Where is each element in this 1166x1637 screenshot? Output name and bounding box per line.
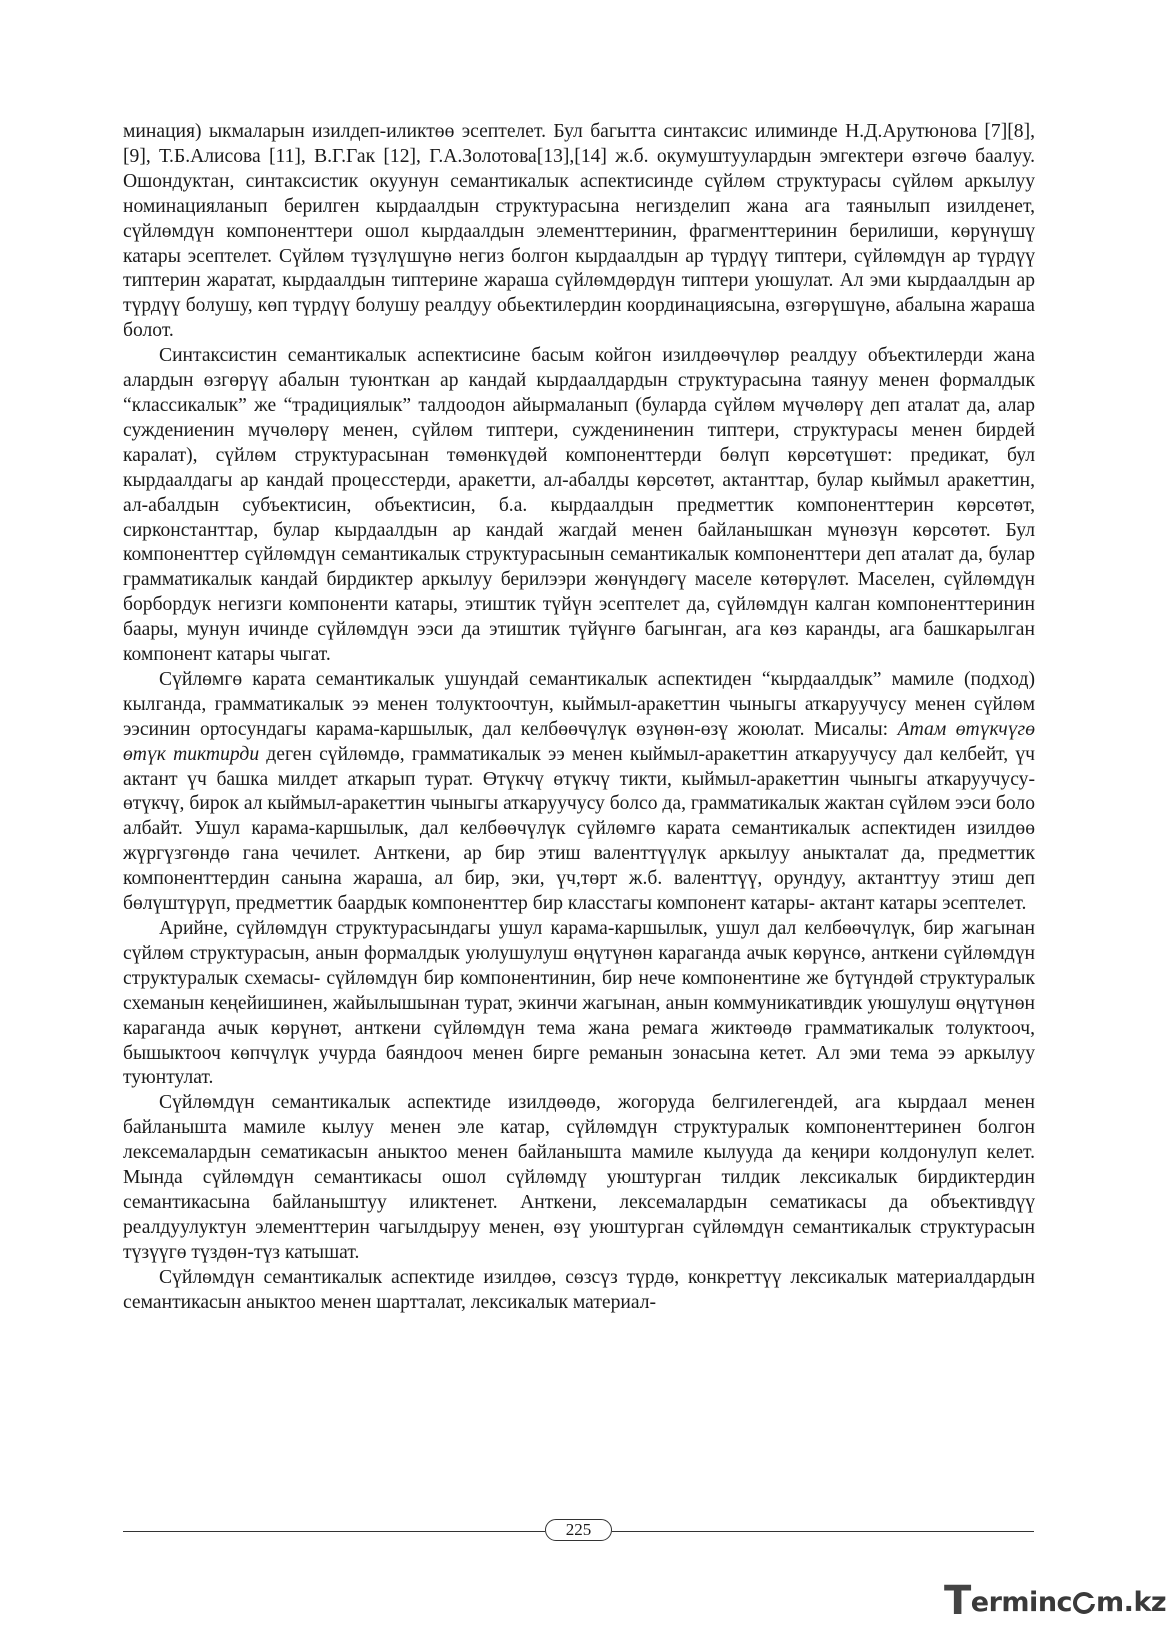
paragraph-6: Сүйлөмдүн семантикалык аспектиде изилдөө, сөзсүз түрдө, конкреттүү лексикалык материалдардын семантикасын аныктоо менен шартталат, лексикалык материал- [123, 1266, 1035, 1313]
paragraph-3: Сүйлөмгө карата семантикалык ушундай семантикалык аспектиден “кырдаалдык” мамиле (подход) кылганда, грамматикалык ээ менен толуктоочтун, кыймыл-аракеттин чыныгы аткаруучусу менен сүйлөм ээсинин ортосундагы карама-каршылык, дал келбөөчүлүк өзүнөн-өзү жоюлат. Мисалы: Атам өтүкчүгө өтүк тиктирди деген сүйлөмдө, грамматикалык ээ менен кыймыл-аракеттин аткаруучусу дал келбейт, үч актант үч башка милдет аткарып турат. Өтүкчү өтүкчү тикти, кыймыл-аракеттин чыныгы аткаруучусу- өтүкчү, бирок ал кыймыл-аракеттин чыныгы аткаруучусу болсо да, грамматикалык жактан сүйлөм ээси боло албайт. Ушул карама-каршылык, дал келбөөчүлүк сүйлөмгө карата семантикалык аспектиден изилдөө жүргүзгөндө гана чечилет. Анткени, ар бир этиш валенттүүлүк аркылуу аныкталат да, предметтик компоненттердин санына жараша, ал бир, эки, үч,төрт ж.б. валенттүү, орундуу, актанттуу этиш деп бөлүштүрүп, предметтик баардык компоненттер бир класстагы компонент катары- актант катары эсептелет. [123, 668, 1036, 915]
example-sentence: Атам өтүкчүгө өтүк тиктирди [123, 718, 1036, 765]
watermark-text-1: erminc [970, 1587, 1073, 1618]
watermark-o-icon [1073, 1592, 1095, 1614]
paragraph-2: Синтаксистин семантикалык аспектисине басым койгон изилдөөчүлөр реалдуу объектилерди жана алардын өзгөрүү абалын туюнткан ар кандай кырдаалдардын структурасына таянуу менен формалдык “классикалык” же “традициялык” талдоодон айырмаланып (буларда сүйлөм мүчөлөрү деп аталат да, алар суждениенин мүчөлөрү менен, сүйлөм типтери, суждениненин типтери, структурасы менен бирдей каралат), сүйлөм структурасынан төмөнкүдөй компоненттерди бөлүп көрсөтүшөт: предикат, бул кырдаалдагы ар кандай процесстерди, аракетти, ал-абалды көрсөтөт, актанттар, булар кыймыл аракеттин, ал-абалдын субъектисин, объектисин, б.а. кырдаалдын предметтик компоненттерин көрсөтөт, сирконстанттар, булар кырдаалдын ар кандай жагдай менен байланышкан мүнөзүн көрсөтөт. Бул компоненттер сүйлөмдүн семантикалык структурасынын семантикалык компоненттери деп аталат да, булар грамматикалык кандай бирдиктер аркылуу берилээри жөнүндөгү маселе көтөрүлөт. Маселен, сүйлөмдүн борбордук негизги компоненти катары, этиштик түйүн эсептелет да, сүйлөмдүн калган компоненттеринин баары, мунун ичинде сүйлөмдүн ээси да этиштик түйүнгө багынган, ага көз каранды, ага башкарылган компонент катары чыгат. [123, 345, 1035, 666]
footer-rule-right [612, 1531, 1034, 1532]
paragraph-5: Сүйлөмдүн семантикалык аспектиде изилдөөдө, жогоруда белгилегендей, ага кырдаал менен байланышта мамиле кылуу менен эле катар, сүйлөмдүн структуралык компоненттеринен болгон лексемалардын сематикасын аныктоо менен байланышта мамиле кылууда да кеңири колдонулуп келет. Мында сүйлөмдүн семантикасы ошол сүйлөмдү уюштурган тилдик лексикалык бирдиктердин семантикасына байланыштуу иликтенет. Анткени, лексемалардын сематикасы да объективдүү реалдуулуктун элементтерин чагылдыруу менен, өзү уюштурган сүйлөмдүн семантикалык структурасын түзүүгө түздөн-түз катышат. [123, 1092, 1035, 1263]
paragraph-4: Арийне, сүйлөмдүн структурасындагы ушул карама-каршылык, ушул дал келбөөчүлүк, бир жагынан сүйлөм структурасын, анын формалдык уюлушулуш өңүтүнөн караганда ачык көрүнсө, анткени сүйлөмдүн структуралык схемасы- сүйлөмдүн бир компонентинин, бир нече компонентине же бүтүндөй структуралык схеманын кеңейишинен, жайылышынан турат, экинчи жагынан, анын коммуникативдик уюшулуш өңүтүнөн караганда ачык көрүнөт, анткени сүйлөмдүн тема жана ремага жиктөөдө грамматикалык толуктооч, бышыктооч көпчүлүк учурда баяндооч менен бирге реманын зонасына кетет. Ал эми тема ээ аркылуу туюнтулат. [123, 918, 1035, 1089]
paragraph-1: минация) ыкмаларын изилдеп-иликтөө эсептелет. Бул багытта синтаксис илиминде Н.Д.Арутюнова [7][8],[9], Т.Б.Алисова [11], В.Г.Гак [12], Г.А.Золотова[13],[14] ж.б. окумуштуулардын эмгектери өзгөчө баалуу. Ошондуктан, синтаксистик окуунун семантикалык аспектисинде сүйлөм структурасы сүйлөм аркылуу номинацияланып берилген кырдаалдын структурасына негизделип жана ага таянылып изилденет, сүйлөмдүн компоненттери ошол кырдаалдын элементтеринин, фрагменттеринин берилиши, көрүнүшү катары эсептелет. Сүйлөм түзүлүшүнө негиз болгон кырдаалдын ар түрдүү типтери, сүйлөмдүн ар түрдүү типтерин жаратат, кырдаалдын типтерине жараша сүйлөмдөрдүн типтери уюшулат. Ал эми кырдаалдын ар түрдүү болушу, көп түрдүү болушу реалдуу обьектилердин координациясына, өзгөрүшүнө, абалына жараша болот. [123, 121, 1035, 342]
watermark-t: T [944, 1578, 971, 1624]
watermark-text-2: m.kz [1096, 1587, 1166, 1618]
body-text [123, 120, 1035, 1316]
page-number: 225 [545, 1519, 612, 1541]
watermark-logo [944, 1578, 1166, 1624]
footer-rule-left [123, 1531, 545, 1532]
